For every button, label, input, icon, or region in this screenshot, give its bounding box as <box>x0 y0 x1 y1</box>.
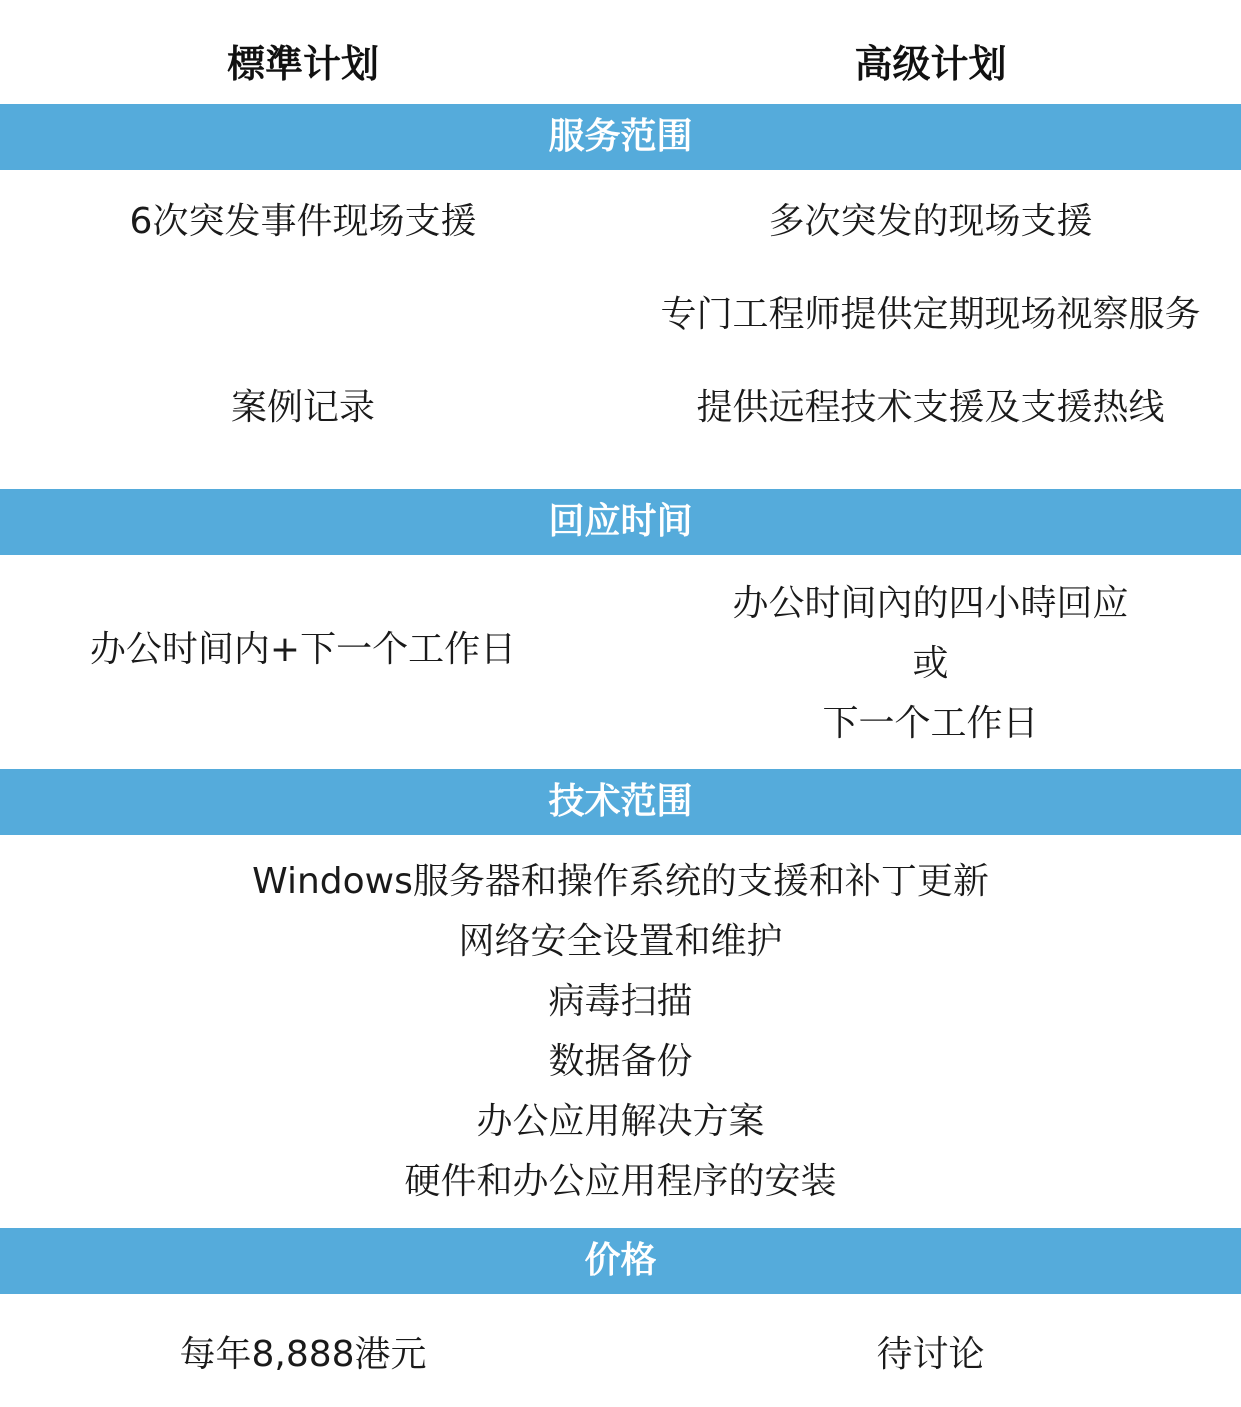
standard-service-item: 案例记录 <box>230 387 375 428</box>
premium-response-time-line: 下一个工作日 <box>822 703 1039 744</box>
premium-service-item: 提供远程技术支援及支援热线 <box>696 387 1165 428</box>
premium-service-item: 多次突发的现场支援 <box>768 201 1093 242</box>
standard-response-time: 办公时间内+下一个工作日 <box>89 629 517 670</box>
tech-scope-item: 数据备份 <box>548 1041 693 1082</box>
standard-plan-title: 標準计划 <box>226 42 379 86</box>
premium-price: 待讨论 <box>876 1334 985 1375</box>
standard-service-item: 6次突发事件现场支援 <box>129 201 477 242</box>
section-price-header: 价格 <box>0 1228 1241 1294</box>
tech-scope-item: 办公应用解决方案 <box>476 1101 765 1142</box>
tech-scope-item: 网络安全设置和维护 <box>458 921 783 962</box>
premium-plan-title: 高级计划 <box>854 42 1007 86</box>
tech-scope-item: Windows服务器和操作系统的支援和补丁更新 <box>252 861 989 902</box>
premium-response-time-line: 办公时间內的四小時回应 <box>732 583 1129 624</box>
section-tech-scope-header: 技术范围 <box>0 769 1241 835</box>
tech-scope-item: 硬件和办公应用程序的安装 <box>404 1161 837 1202</box>
section-response-time-header: 回应时间 <box>0 489 1241 555</box>
standard-price: 每年8,888港元 <box>179 1334 427 1375</box>
premium-response-time-or: 或 <box>912 643 949 684</box>
tech-scope-item: 病毒扫描 <box>548 981 693 1022</box>
section-service-scope-header: 服务范围 <box>0 104 1241 170</box>
premium-service-item: 专门工程师提供定期现场视察服务 <box>660 294 1201 335</box>
